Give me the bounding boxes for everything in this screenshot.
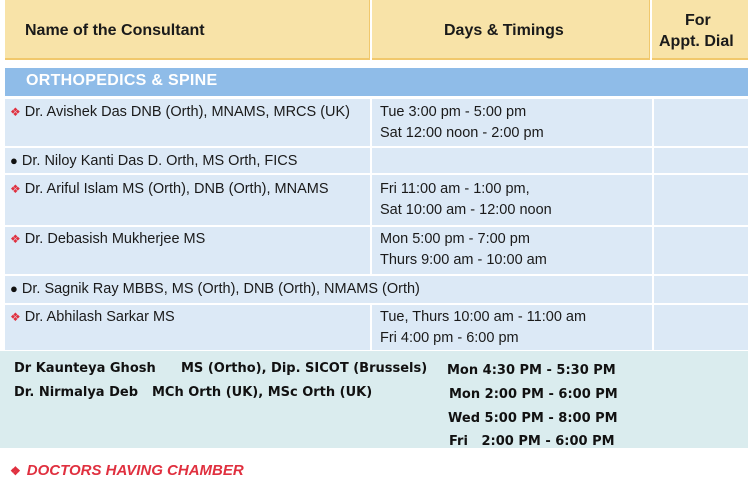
column-divider bbox=[652, 99, 654, 174]
column-divider bbox=[652, 276, 654, 303]
doctor-timing: Thurs 9:00 am - 10:00 am bbox=[380, 252, 547, 268]
footnote-text: DOCTORS HAVING CHAMBER bbox=[26, 462, 244, 479]
doctor-row bbox=[10, 181, 329, 197]
footnote bbox=[10, 462, 244, 479]
chamber-marker-icon: ❖ bbox=[10, 105, 21, 119]
doctor-row bbox=[10, 104, 350, 120]
specialty-title: ORTHOPEDICS & SPINE bbox=[26, 72, 218, 89]
header-dial-line2: Appt. Dial bbox=[659, 33, 734, 50]
doctor-name: Dr. Avishek Das DNB (Orth), MNAMS, MRCS (UK) bbox=[24, 104, 351, 120]
additional-doctor-name: Dr. Nirmalya Deb bbox=[14, 385, 139, 400]
doctor-timing: Fri 11:00 am - 1:00 pm, bbox=[380, 181, 530, 197]
header-dial-line1: For bbox=[685, 12, 711, 29]
chamber-marker-icon: ❖ bbox=[10, 464, 21, 478]
doctor-name: Dr. Debasish Mukherjee MS bbox=[24, 231, 206, 247]
doctor-timing: Fri 4:00 pm - 6:00 pm bbox=[380, 330, 519, 346]
additional-doctor-timing: Mon 2:00 PM - 6:00 PM bbox=[449, 387, 618, 402]
column-divider bbox=[370, 175, 372, 274]
additional-doctor-quals: MS (Ortho), Dip. SICOT (Brussels) bbox=[181, 361, 428, 376]
doctor-name: Dr. Sagnik Ray MBBS, MS (Orth), DNB (Orth), NMAMS (Orth) bbox=[21, 281, 420, 297]
doctor-row bbox=[10, 281, 420, 297]
header-cell-dial bbox=[652, 0, 748, 60]
header-name: Name of the Consultant bbox=[25, 22, 205, 39]
chamber-marker-icon: ❖ bbox=[10, 310, 21, 324]
doctor-name: Dr. Abhilash Sarkar MS bbox=[24, 309, 175, 325]
additional-doctor-timing: Fri 2:00 PM - 6:00 PM bbox=[449, 434, 615, 449]
bullet-icon: ● bbox=[10, 153, 18, 168]
doctor-timing: Sat 10:00 am - 12:00 noon bbox=[380, 202, 552, 218]
doctor-timing: Tue 3:00 pm - 5:00 pm bbox=[380, 104, 527, 120]
doctor-row bbox=[10, 231, 205, 247]
doctor-timing: Mon 5:00 pm - 7:00 pm bbox=[380, 231, 530, 247]
additional-doctor-name: Dr Kaunteya Ghosh bbox=[14, 361, 156, 376]
chamber-marker-icon: ❖ bbox=[10, 182, 21, 196]
doctor-timing: Sat 12:00 noon - 2:00 pm bbox=[380, 125, 544, 141]
doctor-row bbox=[10, 153, 297, 169]
additional-doctor-timing: Mon 4:30 PM - 5:30 PM bbox=[447, 363, 616, 378]
column-divider bbox=[652, 175, 654, 274]
column-divider bbox=[370, 305, 372, 350]
doctor-name: Dr. Niloy Kanti Das D. Orth, MS Orth, FICS bbox=[21, 153, 298, 169]
column-divider bbox=[652, 305, 654, 350]
doctor-timing: Tue, Thurs 10:00 am - 11:00 am bbox=[380, 309, 587, 325]
header-days: Days & Timings bbox=[444, 22, 564, 39]
bullet-icon: ● bbox=[10, 281, 18, 296]
additional-doctor-quals: MCh Orth (UK), MSc Orth (UK) bbox=[152, 385, 373, 400]
chamber-marker-icon: ❖ bbox=[10, 232, 21, 246]
column-divider bbox=[370, 99, 372, 174]
doctor-row bbox=[10, 309, 175, 325]
doctor-name: Dr. Ariful Islam MS (Orth), DNB (Orth), MNAMS bbox=[24, 181, 329, 197]
additional-doctor-timing: Wed 5:00 PM - 8:00 PM bbox=[448, 411, 618, 426]
